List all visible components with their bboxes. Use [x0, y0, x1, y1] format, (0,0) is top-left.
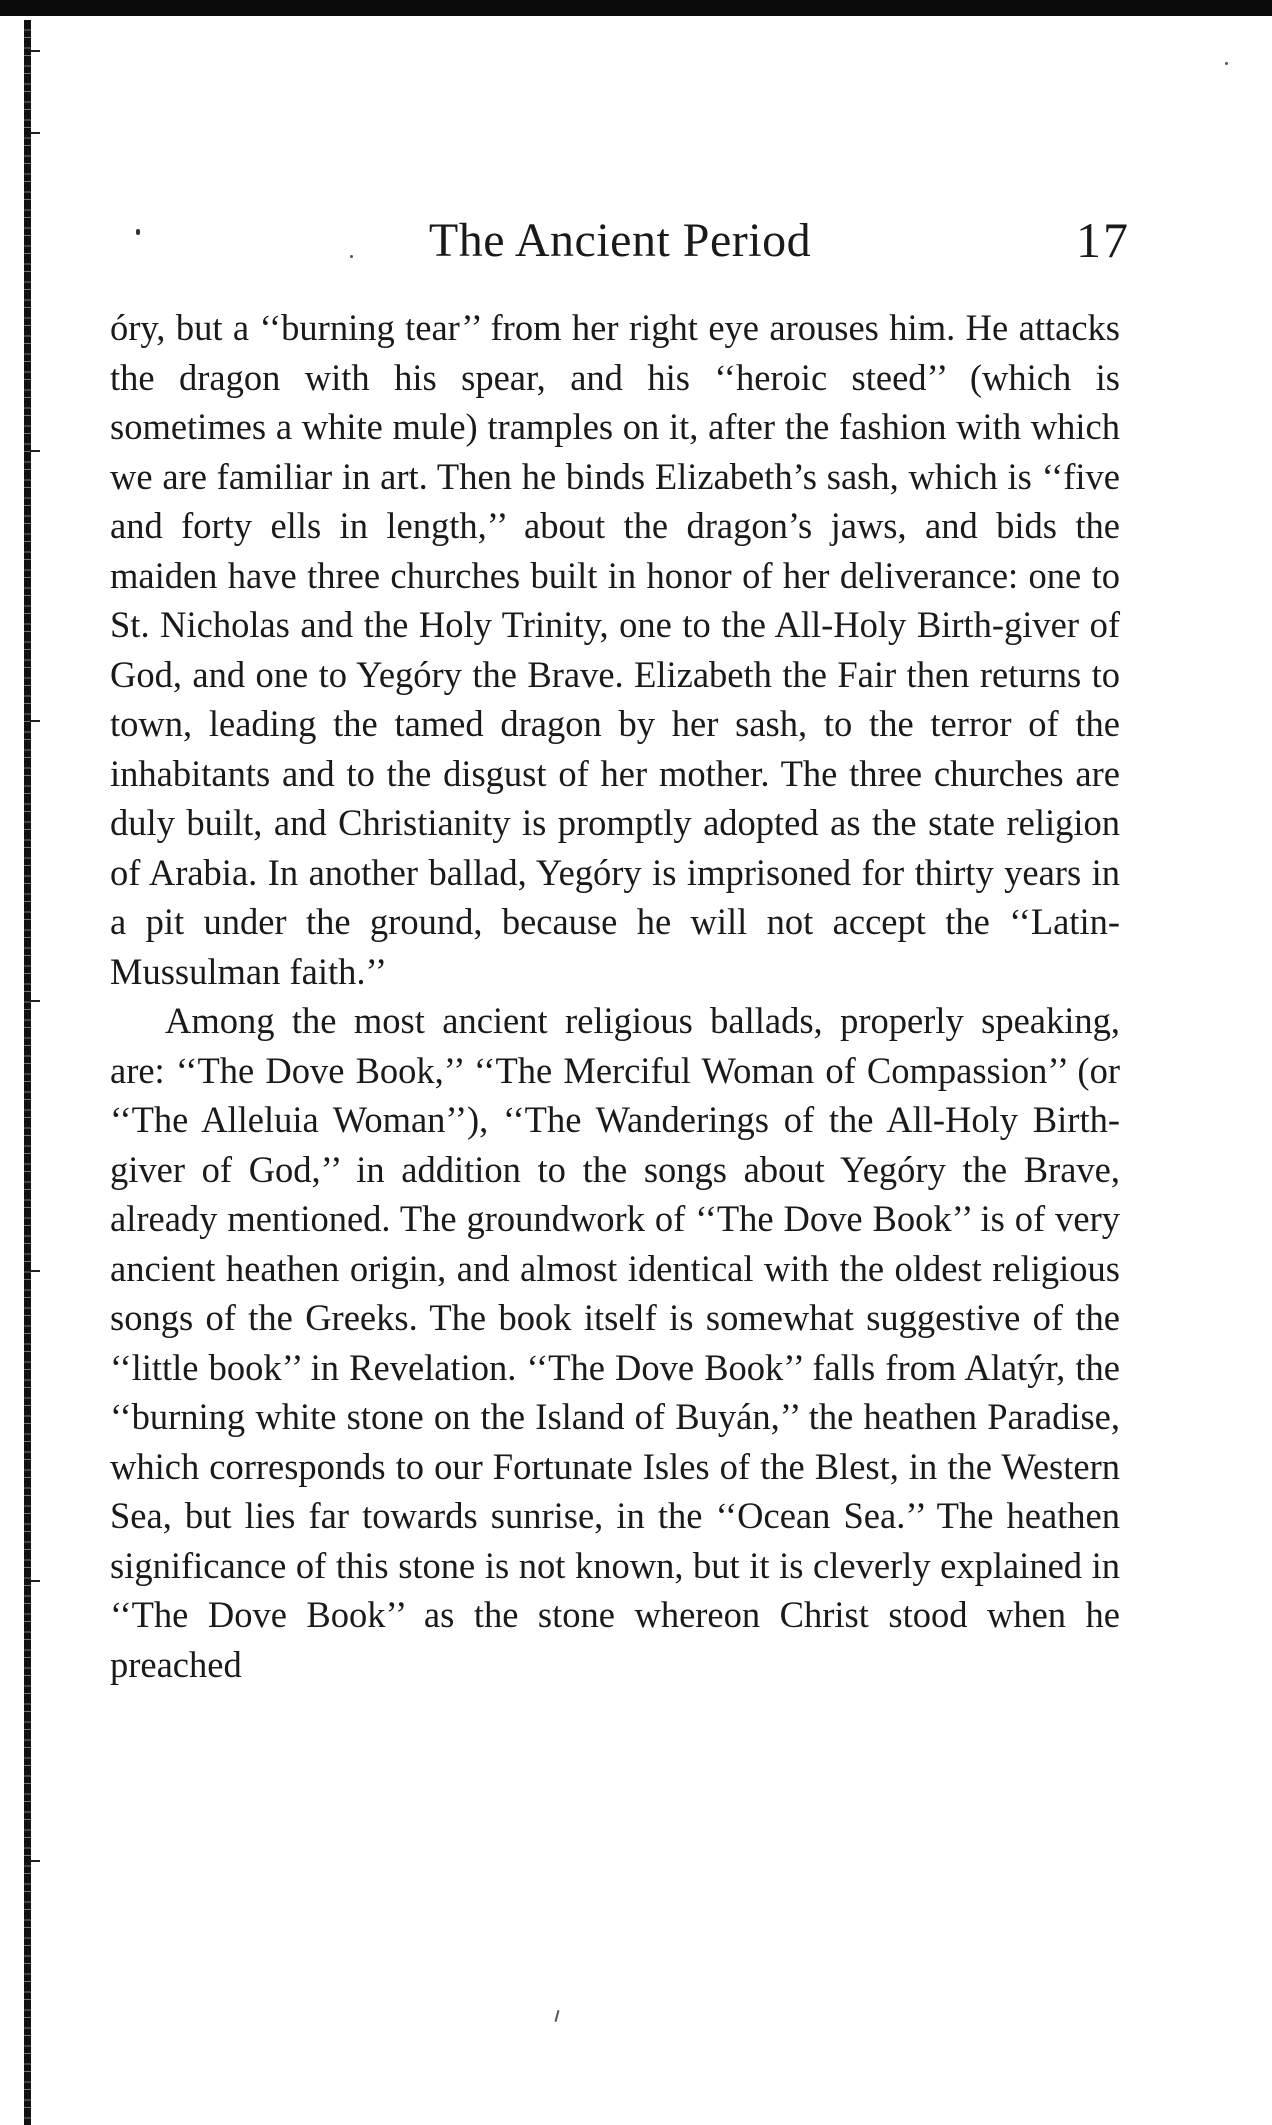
body-text — [110, 303, 1120, 1689]
gutter-notch — [30, 720, 40, 722]
page-number: 17 — [1076, 212, 1130, 268]
stray-ink-dot — [350, 255, 353, 258]
gutter-notch — [30, 50, 40, 52]
running-head — [110, 205, 1130, 275]
gutter-notch — [30, 1270, 40, 1272]
gutter-notch — [30, 132, 40, 134]
stray-ink-dot — [1225, 62, 1228, 65]
page-title: The Ancient Period — [428, 214, 812, 267]
paragraph: Among the most ancient religious ballads, properly speaking, are: ‘‘The Dove Book,’’ ‘‘The Merciful Woman of Compassion’’ (or ‘‘The Alleluia Woman’’), ‘‘The Wanderings of the All-Holy Birth-giver of God,’’ in addition to the songs about Yegóry the Brave, already mentioned. The groundwork of ‘‘The Dove Book’’ is of very ancient heathen origin, and almost identical with the oldest religious songs of the Greeks. The book itself is somewhat suggestive of the ‘‘little book’’ in Revelation. ‘‘The Dove Book’’ falls from Alatýr, the ‘‘burning white stone on the Island of Buyán,’’ the heathen Paradise, which corresponds to our Fortunate Isles of the Blest, in the Western Sea, but lies far towards sunrise, in the ‘‘Ocean Sea.’’ The heathen significance of this stone is not known, but it is cleverly explained in ‘‘The Dove Book’’ as the stone whereon Christ stood when he preached — [110, 1000, 1120, 1685]
binding-gutter — [18, 20, 42, 2125]
gutter-notch — [30, 1000, 40, 1002]
gutter-notch — [30, 450, 40, 452]
stray-ink-mark — [554, 2010, 559, 2022]
gutter-notch — [30, 1860, 40, 1862]
paragraph-continued: óry, but a ‘‘burning tear’’ from her right eye arouses him. He attacks the dragon with his spear, and his ‘‘heroic steed’’ (which is sometimes a white mule) tramples on it, after the fashion with which we are familiar in art. Then he binds Elizabeth’s sash, which is ‘‘five and forty ells in length,’’ about the dragon’s jaws, and bids the maiden have three churches built in honor of her deliverance: one to St. Nicholas and the Holy Trinity, one to the All-Holy Birth-giver of God, and one to Yegóry the Brave. Elizabeth the Fair then returns to town, leading the tamed dragon by her sash, to the terror of the inhabitants and to the disgust of her mother. The three churches are duly built, and Christianity is promptly adopted as the state religion of Arabia. In another ballad, Yegóry is imprisoned for thirty years in a pit under the ground, because he will not accept the ‘‘Latin-Mussulman faith.’’ — [110, 307, 1120, 992]
binding-spine — [24, 20, 31, 2125]
gutter-notch — [30, 1580, 40, 1582]
page-top-edge — [0, 0, 1272, 16]
